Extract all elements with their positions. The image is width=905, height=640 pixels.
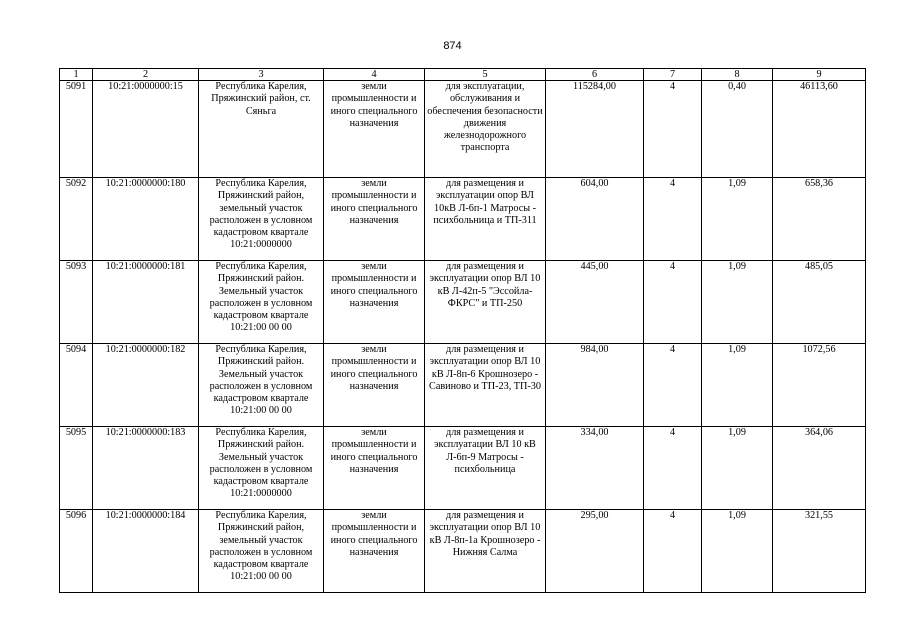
table-row — [60, 510, 866, 593]
group-cell: 4 — [644, 261, 702, 344]
land-category-cell: земли промышленности и иного специального назначения — [324, 427, 425, 510]
row-number: 5093 — [60, 261, 93, 344]
coefficient-cell: 1,09 — [702, 427, 773, 510]
purpose-cell: для размещения и эксплуатации опор ВЛ 10кВ Л-6п-1 Матросы - психбольница и ТП-311 — [425, 178, 546, 261]
value-cell: 46113,60 — [773, 81, 866, 178]
address-cell: Республика Карелия, Пряжинский район. Земельный участок расположен в условном кадастровом квартале 10:21:00 00 00 — [199, 344, 324, 427]
group-cell: 4 — [644, 510, 702, 593]
column-header: 1 — [60, 69, 93, 81]
column-header: 5 — [425, 69, 546, 81]
table-row — [60, 344, 866, 427]
column-header: 3 — [199, 69, 324, 81]
land-category-cell: земли промышленности и иного специального назначения — [324, 261, 425, 344]
row-number: 5096 — [60, 510, 93, 593]
purpose-cell: для размещения и эксплуатации опор ВЛ 10 кВ Л-42п-5 "Эссойла-ФКРС" и ТП-250 — [425, 261, 546, 344]
address-cell: Республика Карелия, Пряжинский район, ст. Сяньга — [199, 81, 324, 178]
group-cell: 4 — [644, 178, 702, 261]
column-header: 2 — [93, 69, 199, 81]
column-header: 7 — [644, 69, 702, 81]
area-cell: 604,00 — [546, 178, 644, 261]
area-cell: 445,00 — [546, 261, 644, 344]
group-cell: 4 — [644, 427, 702, 510]
value-cell: 485,05 — [773, 261, 866, 344]
purpose-cell: для размещения и эксплуатации опор ВЛ 10 кВ Л-8п-1а Крошнозеро - Нижняя Салма — [425, 510, 546, 593]
column-header: 8 — [702, 69, 773, 81]
cadastral-table — [59, 68, 866, 593]
cadastral-number: 10:21:0000000:183 — [93, 427, 199, 510]
page-number: 874 — [443, 40, 462, 52]
address-cell: Республика Карелия, Пряжинский район. Земельный участок расположен в условном кадастровом квартале 10:21:0000000 — [199, 427, 324, 510]
land-category-cell: земли промышленности и иного специального назначения — [324, 344, 425, 427]
group-cell: 4 — [644, 81, 702, 178]
column-header: 9 — [773, 69, 866, 81]
coefficient-cell: 1,09 — [702, 344, 773, 427]
cadastral-number: 10:21:0000000:181 — [93, 261, 199, 344]
header-row — [60, 69, 866, 81]
value-cell: 658,36 — [773, 178, 866, 261]
coefficient-cell: 1,09 — [702, 510, 773, 593]
purpose-cell: для эксплуатации, обслуживания и обеспечения безопасности движения железнодорожного транспорта — [425, 81, 546, 178]
cadastral-number: 10:21:0000000:180 — [93, 178, 199, 261]
land-category-cell: земли промышленности и иного специального назначения — [324, 178, 425, 261]
coefficient-cell: 1,09 — [702, 261, 773, 344]
purpose-cell: для размещения и эксплуатации ВЛ 10 кВ Л-6п-9 Матросы - психбольница — [425, 427, 546, 510]
coefficient-cell: 0,40 — [702, 81, 773, 178]
area-cell: 295,00 — [546, 510, 644, 593]
row-number: 5094 — [60, 344, 93, 427]
area-cell: 984,00 — [546, 344, 644, 427]
table-row — [60, 178, 866, 261]
land-category-cell: земли промышленности и иного специального назначения — [324, 510, 425, 593]
cadastral-number: 10:21:0000000:184 — [93, 510, 199, 593]
table-row — [60, 261, 866, 344]
value-cell: 1072,56 — [773, 344, 866, 427]
address-cell: Республика Карелия, Пряжинский район, земельный участок расположен в условном кадастровом квартале 10:21:00 00 00 — [199, 510, 324, 593]
value-cell: 364,06 — [773, 427, 866, 510]
address-cell: Республика Карелия, Пряжинский район, земельный участок расположен в условном кадастровом квартале 10:21:0000000 — [199, 178, 324, 261]
row-number: 5095 — [60, 427, 93, 510]
row-number: 5092 — [60, 178, 93, 261]
area-cell: 115284,00 — [546, 81, 644, 178]
address-cell: Республика Карелия, Пряжинский район. Земельный участок расположен в условном кадастровом квартале 10:21:00 00 00 — [199, 261, 324, 344]
group-cell: 4 — [644, 344, 702, 427]
purpose-cell: для размещения и эксплуатации опор ВЛ 10 кВ Л-8п-6 Крошнозеро - Савиново и ТП-23, ТП-30 — [425, 344, 546, 427]
row-number: 5091 — [60, 81, 93, 178]
cadastral-number: 10:21:0000000:15 — [93, 81, 199, 178]
table-row — [60, 81, 866, 178]
land-category-cell: земли промышленности и иного специального назначения — [324, 81, 425, 178]
column-header: 6 — [546, 69, 644, 81]
table-row — [60, 427, 866, 510]
cadastral-number: 10:21:0000000:182 — [93, 344, 199, 427]
coefficient-cell: 1,09 — [702, 178, 773, 261]
area-cell: 334,00 — [546, 427, 644, 510]
value-cell: 321,55 — [773, 510, 866, 593]
column-header: 4 — [324, 69, 425, 81]
